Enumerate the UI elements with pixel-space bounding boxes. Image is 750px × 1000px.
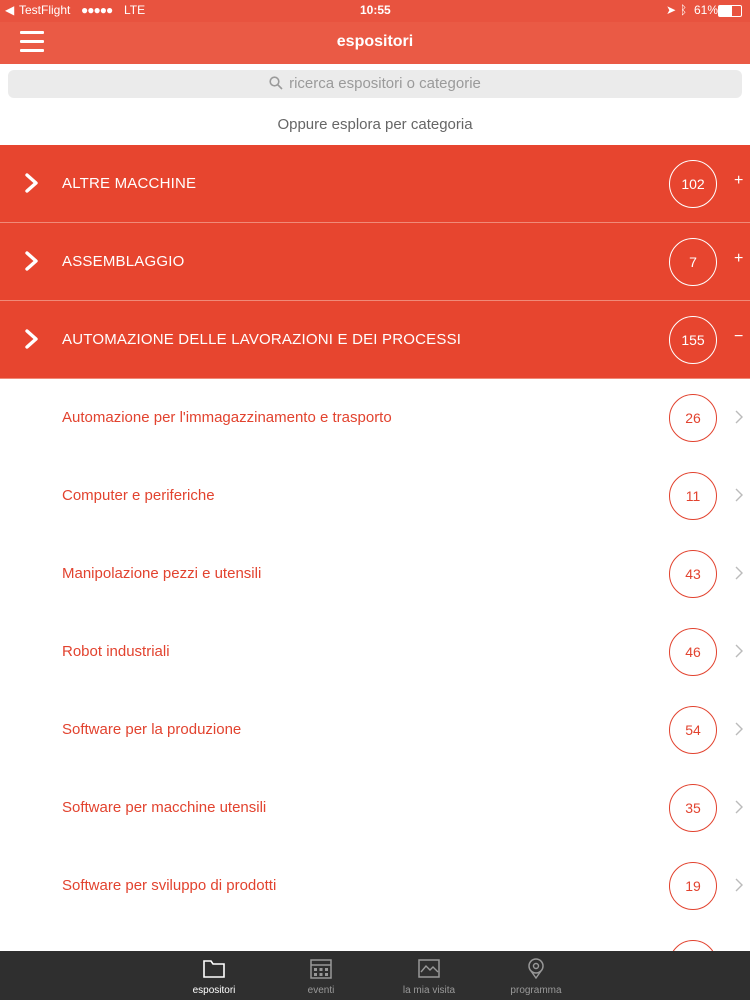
subcategory-label: Software per sviluppo di prodotti <box>62 877 277 894</box>
category-row[interactable] <box>0 145 750 223</box>
chevron-right-icon <box>734 643 744 659</box>
subcategory-count-badge: 19 <box>669 862 717 910</box>
subcategory-row[interactable] <box>0 457 750 535</box>
subcategory-row[interactable] <box>0 847 750 925</box>
bluetooth-icon: ᛒ <box>680 3 688 17</box>
category-count-badge: 7 <box>669 238 717 286</box>
chevron-right-icon <box>734 487 744 503</box>
category-label: ALTRE MACCHINE <box>62 175 197 192</box>
subcategory-label: Computer e periferiche <box>62 487 215 504</box>
subcategory-label: Robot industriali <box>62 643 170 660</box>
map-icon <box>417 957 441 979</box>
subcategory-label: Software per macchine utensili <box>62 799 267 816</box>
status-battery: 61% <box>694 3 719 17</box>
subcategory-row[interactable] <box>0 379 750 457</box>
subcategory-count-badge: 35 <box>669 784 717 832</box>
tab-bar <box>0 951 750 1000</box>
back-to-app-icon[interactable]: ◀ <box>5 3 15 17</box>
category-label: AUTOMAZIONE DELLE LAVORAZIONI E DEI PROCESSI <box>62 331 462 348</box>
location-arrow-icon: ➤ <box>666 3 677 17</box>
chevron-right-icon <box>734 721 744 737</box>
page-title: espositori <box>336 33 414 50</box>
tab-eventi[interactable] <box>281 951 361 1000</box>
calendar-icon <box>309 957 333 979</box>
chevron-right-icon <box>734 565 744 581</box>
expand-toggle-icon[interactable]: + <box>734 250 744 267</box>
tab-label: la mia visita <box>402 985 456 996</box>
status-network: LTE <box>124 3 146 17</box>
chevron-right-icon <box>24 329 40 349</box>
expand-toggle-icon[interactable]: − <box>734 328 744 345</box>
subcategory-label: Software per la produzione <box>62 721 242 738</box>
subcategory-count-badge: 43 <box>669 550 717 598</box>
tab-label: espositori <box>192 985 236 996</box>
folder-icon <box>202 957 226 979</box>
subcategory-row[interactable] <box>0 613 750 691</box>
status-bar <box>0 0 750 22</box>
category-count-badge: 102 <box>669 160 717 208</box>
status-carrier: TestFlight <box>19 3 71 17</box>
chevron-right-icon <box>734 409 744 425</box>
subcategory-row[interactable] <box>0 691 750 769</box>
chevron-right-icon <box>24 173 40 193</box>
chevron-right-icon <box>24 251 40 271</box>
location-pin-icon <box>524 957 548 979</box>
chevron-right-icon <box>734 877 744 893</box>
subcategory-count-badge: 26 <box>669 394 717 442</box>
search-placeholder: ricerca espositori o categorie <box>289 75 481 92</box>
search-icon <box>269 76 283 90</box>
status-time: 10:55 <box>360 3 391 17</box>
tab-label: eventi <box>307 985 335 996</box>
category-row[interactable] <box>0 301 750 379</box>
category-row[interactable] <box>0 223 750 301</box>
tab-label: programma <box>510 985 562 996</box>
tab-espositori[interactable] <box>174 951 254 1000</box>
search-input[interactable] <box>8 70 742 98</box>
subcategory-count-badge: 11 <box>669 472 717 520</box>
tab-programma[interactable] <box>496 951 576 1000</box>
category-label: ASSEMBLAGGIO <box>62 253 185 270</box>
subcategory-label: Automazione per l'immagazzinamento e trasporto <box>62 409 392 426</box>
chevron-right-icon <box>734 799 744 815</box>
category-count-badge: 155 <box>669 316 717 364</box>
expand-toggle-icon[interactable]: + <box>734 172 744 189</box>
browse-hint: Oppure esplora per categoria <box>277 116 473 133</box>
tab-la-mia-visita[interactable] <box>389 951 469 1000</box>
subcategory-count-badge: 46 <box>669 628 717 676</box>
subcategory-row[interactable] <box>0 535 750 613</box>
battery-icon <box>718 5 742 17</box>
subcategory-count-badge: 54 <box>669 706 717 754</box>
subcategory-label: Manipolazione pezzi e utensili <box>62 565 262 582</box>
subcategory-row[interactable] <box>0 769 750 847</box>
signal-icon: ●●●●● <box>81 3 113 17</box>
navigation-bar <box>0 22 750 64</box>
